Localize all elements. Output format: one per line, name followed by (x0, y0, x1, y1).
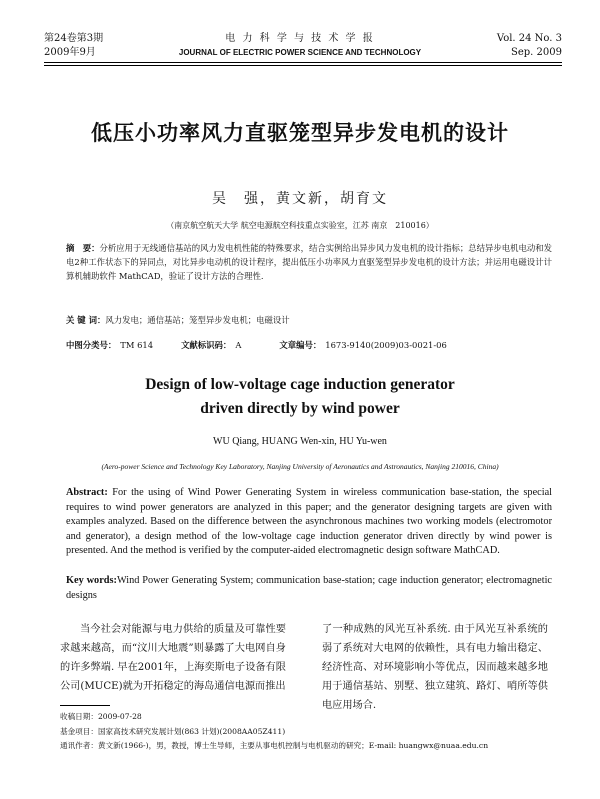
issue-date: 2009年9月 (44, 47, 96, 58)
authors-en: WU Qiang, HUANG Wen-xin, HU Yu-wen (213, 436, 387, 447)
keywords-en-text: Wind Power Generating System; communication base-station; cage induction generator; electromagnetic designs (66, 575, 552, 601)
body-column-right: 了一种成熟的风光互补系统. 由于风光互补系统的弱了系统对大电网的依赖性，具有电力输出稳定、经济性高、对环境影响小等优点，因而越来越多地用于通信基站、别墅、独立建筑、路灯、哨所等供电应用场合. (322, 624, 548, 711)
authors-zh: 吴 强，黄文新，胡育文 (212, 191, 388, 207)
keywords-zh-text: 风力发电；通信基站；笼型异步发电机；电磁设计 (105, 315, 290, 325)
classification-line (66, 339, 451, 351)
header-center (150, 32, 450, 60)
footnote-author: 通讯作者：黄文新(1966-)，男，教授，博士生导师，主要从事电机控制与电机驱动的研究；E-mail: huangwx@nuaa.edu.cn (60, 741, 489, 750)
paper-title-en-line2: driven directly by wind power (200, 400, 400, 417)
keywords-en (66, 574, 552, 603)
journal-name-zh: 电 力 科 学 与 技 术 学 报 (225, 33, 375, 44)
body-column-left: 当今社会对能源与电力供给的质量及可靠性要求越来越高，而“汶川大地震”则暴露了大电网自身的许多弊端. 早在2001年，上海奕斯电子设备有限公司(MUCE)就为开拓稳定的海岛通信电源而推出 (60, 624, 286, 692)
clc-value: TM 614 (120, 340, 154, 350)
footnote-fund: 基金项目：国家高技术研究发展计划(863 计划)(2008AA05Z411) (60, 726, 286, 736)
footnote-rule (60, 705, 110, 706)
volume-number: Vol. 24 No. 3 (496, 33, 562, 44)
doc-code-label: 文献标识码： (181, 340, 232, 350)
paper-title-zh: 低压小功率风力直驱笼型异步发电机的设计 (91, 120, 509, 145)
header-right (497, 32, 562, 60)
issue-number: 第24卷第3期 (44, 33, 104, 44)
footnotes (60, 710, 560, 754)
article-number-value: 1673-9140(2009)03-0021-06 (325, 340, 447, 350)
footnote-received: 收稿日期：2009-07-28 (60, 712, 142, 721)
keywords-zh-label: 关 键 词： (66, 315, 106, 325)
header-rule-thin (44, 65, 562, 66)
paper-title-en (0, 373, 600, 421)
header-rule-thick (44, 62, 562, 63)
journal-name-en: JOURNAL OF ELECTRIC POWER SCIENCE AND TECHNOLOGY (178, 48, 422, 57)
keywords-en-label: Key words: (66, 575, 117, 586)
clc-label: 中图分类号： (66, 340, 117, 350)
paper-title-en-line1: Design of low-voltage cage induction generator (145, 376, 455, 393)
abstract-en-text: For the using of Wind Power Generating System in wireless communication base-station, the special requires to wind power generators are analyzed in this paper; and the generator designing targets are given with examples analyzed. Based on the difference between the asynchronous machines two working models (electromotor and generator), a design method of the low-voltage cage induction generator driven directly by wind power is presented. And the method is verified by the computer-aided electromagnetic design software MathCAD. (66, 487, 553, 557)
affiliation-en: (Aero-power Science and Technology Key Laboratory, Nanjing University of Aeronautics and Astronautics, Nanjing 210016, China) (101, 462, 499, 471)
doc-code-value: A (235, 340, 242, 350)
header-left (44, 32, 103, 60)
keywords-zh (66, 313, 552, 327)
article-number-label: 文章编号： (279, 340, 322, 350)
abstract-en-label: Abstract: (66, 487, 108, 498)
abstract-zh-label: 摘 要： (66, 243, 100, 253)
volume-date: Sep. 2009 (511, 47, 562, 58)
abstract-en (66, 486, 552, 559)
affiliation-zh: （南京航空航天大学 航空电源航空科技重点实验室，江苏 南京 210016） (166, 221, 434, 230)
abstract-zh-text: 分析应用于无线通信基站的风力发电机性能的特殊要求，结合实例给出异步风力发电机的设计指标；总结异步电机电动和发电2种工作状态下的异同点，对比异步电动机的设计程序，提出低压小功率风力直驱笼型异步发电机的设计方法；并运用电磁设计计算机辅助软件 MathCAD，验证了设计方法的合理性. (66, 243, 553, 281)
abstract-zh (66, 241, 552, 283)
